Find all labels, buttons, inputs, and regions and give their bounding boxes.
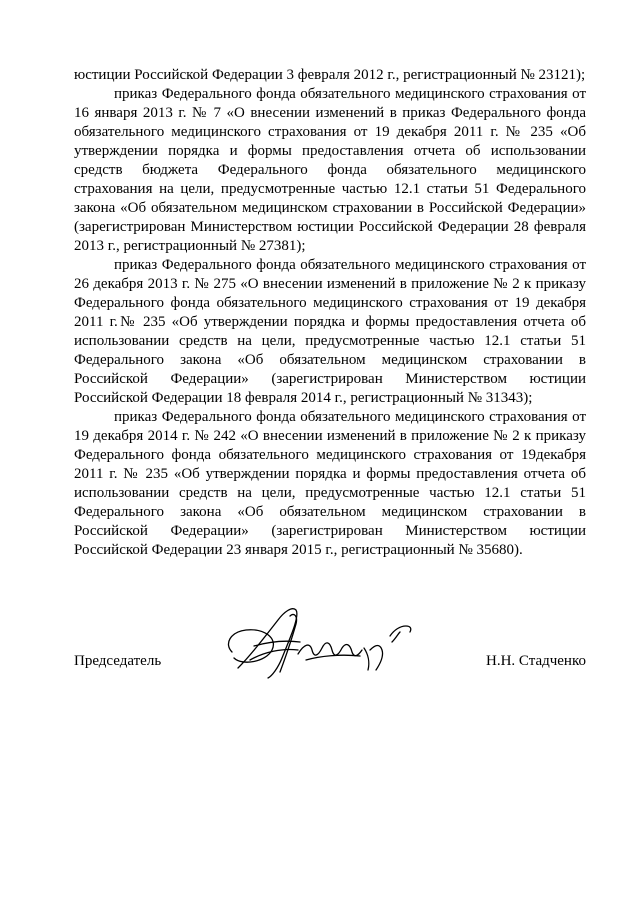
document-body — [74, 66, 586, 560]
paragraph-order-2013-275: приказ Федерального фонда обязательного медицинского страхования от 26 декабря 2013 г. № 275 «О внесении изменений в приложение № 2 к приказу Федерального фонда обязательного медицинского страхования от 19 декабря 2011 г.№ 235 «Об утверждении порядка и формы предоставления отчета об использовании средств на цели, предусмотренные частью 12.1 статьи 51 Федерального закона «Об обязательном медицинском страховании в Российской Федерации» (зарегистрирован Министерством юстиции Российской Федерации 18 февраля 2014 г., регистрационный № 31343); — [74, 257, 586, 406]
paragraph-order-2013-7: приказ Федерального фонда обязательного медицинского страхования от 16 января 2013 г. № 7 «О внесении изменений в приказ Федерального фонда обязательного медицинского страхования от 19 декабря 2011 г. № 235 «Об утверждении порядка и формы предоставления отчета об использовании средств бюджета Федерального фонда обязательного медицинского страхования на цели, предусмотренные частью 12.1 статьи 51 Федерального закона «Об обязательном медицинском страховании в Российской Федерации» (зарегистрирован Министерством юстиции Российской Федерации 28 февраля 2013 г., регистрационный № 27381); — [74, 86, 586, 254]
signatory-title: Председатель — [74, 653, 162, 669]
signatory-name: Н.Н. Стадченко — [485, 653, 586, 669]
handwritten-signature-icon — [220, 598, 420, 688]
paragraph-order-2014-242: приказ Федерального фонда обязательного медицинского страхования от 19 декабря 2014 г. № 242 «О внесении изменений в приложение № 2 к приказу Федерального фонда обязательного медицинского страхования от 19декабря 2011 г. № 235 «Об утверждении порядка и формы предоставления отчета об использовании средств на цели, предусмотренные частью 12.1 статьи 51 Федерального закона «Об обязательном медицинском страховании в Российской Федерации» (зарегистрирован Министерством юстиции Российской Федерации 23 января 2015 г., регистрационный № 35680). — [74, 409, 586, 558]
paragraph-continuation: юстиции Российской Федерации 3 февраля 2012 г., регистрационный № 23121); — [74, 67, 586, 83]
